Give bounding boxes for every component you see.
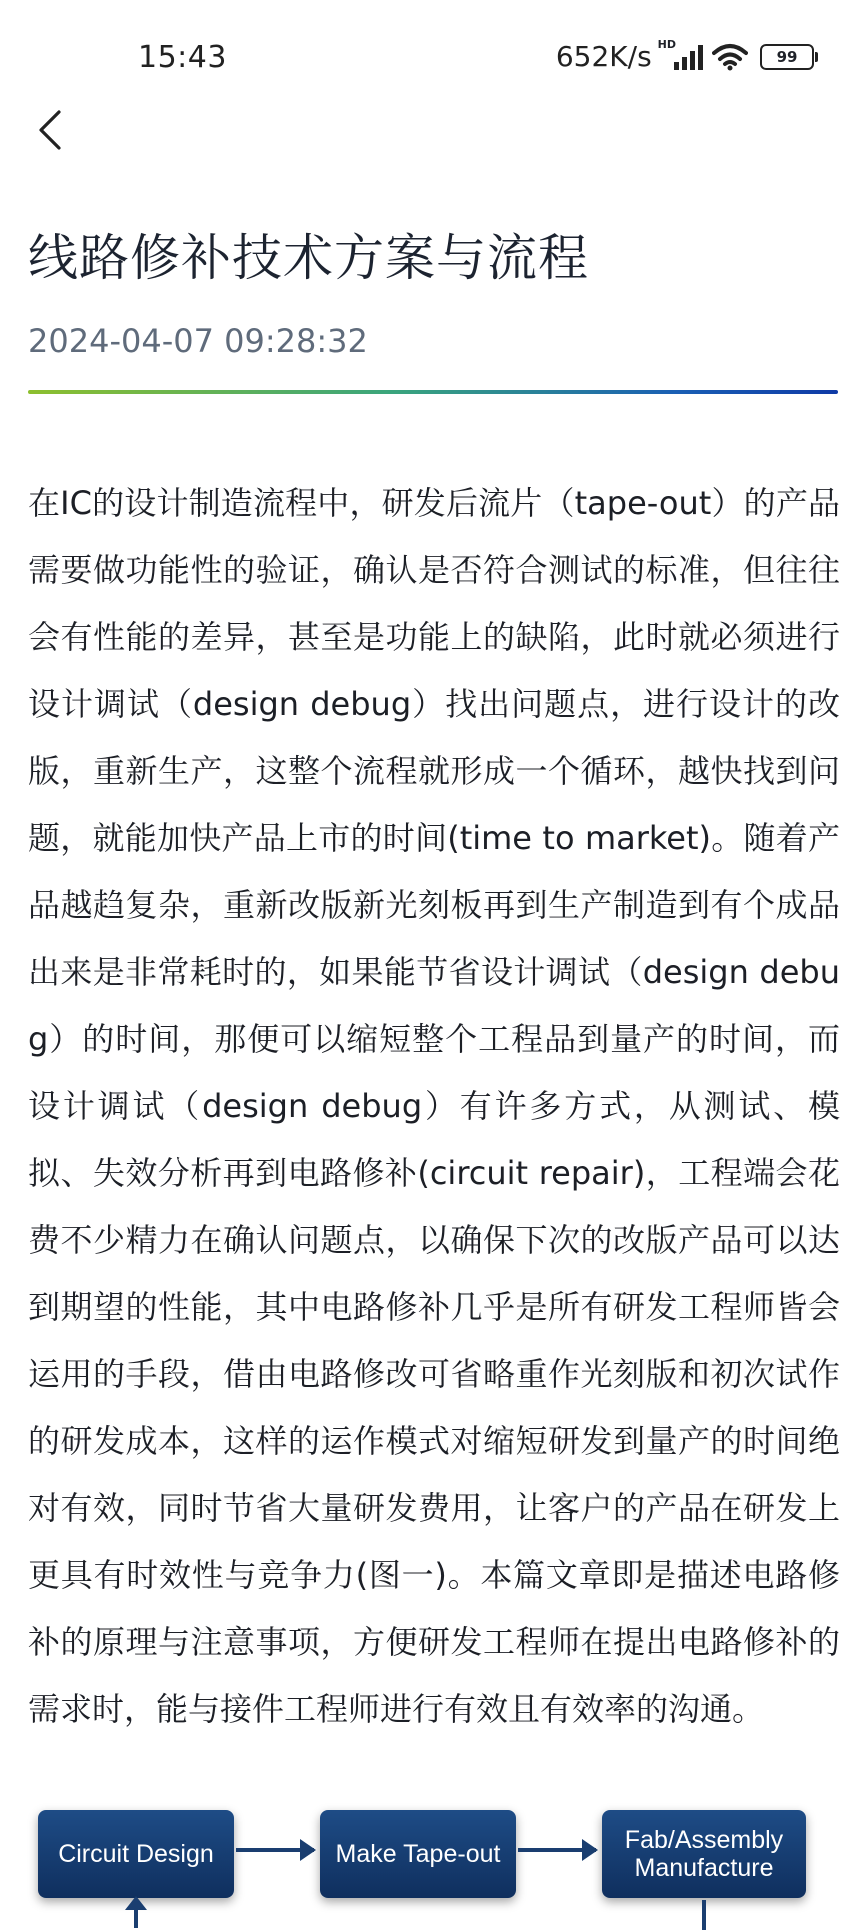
- battery-icon: 99: [760, 44, 814, 70]
- status-indicators: [556, 40, 814, 73]
- flow-diagram: [0, 1800, 864, 1920]
- article-title: 线路修补技术方案与流程: [28, 229, 589, 287]
- network-speed: 652K/s: [555, 40, 652, 73]
- hd-label: HD: [657, 38, 676, 51]
- article-body: 在IC的设计制造流程中，研发后流片（tape-out）的产品需要做功能性的验证，确认是否符合测试的标准，但往往会有性能的差异，甚至是功能上的缺陷，此时就必须进行设计调试（design debug）找出问题点，进行设计的改版，重新生产，这整个流程就形成一个循环，越快找到问题，就能加快产品上市的时间(time to market)。随着产品越趋复杂，重新改版新光刻板再到生产制造到有个成品出来是非常耗时的，如果能节省设计调试（design debug）的时间，那便可以缩短整个工程品到量产的时间，而设计调试（design debug）有许多方式，从测试、模拟、失效分析再到电路修补(circuit repair)，工程端会花费不少精力在确认问题点，以确保下次的改版产品可以达到期望的性能，其中电路修补几乎是所有研发工程师皆会运用的手段，借由电路修改可省略重作光刻版和初次试作的研发成本，这样的运作模式对缩短研发到量产的时间绝对有效，同时节省大量研发费用，让客户的产品在研发上更具有时效性与竞争力(图一)。本篇文章即是描述电路修补的原理与注意事项，方便研发工程师在提出电路修补的需求时，能与接件工程师进行有效且有效率的沟通。: [28, 484, 840, 1728]
- wifi-icon: [712, 43, 748, 71]
- signal-icon: [672, 44, 706, 70]
- flow-connector-line: [702, 1900, 706, 1930]
- chevron-left-icon: [35, 108, 65, 152]
- flow-arrow-right: [236, 1848, 314, 1852]
- title-divider: [28, 390, 838, 394]
- article-date: 2024-04-07 09:28:32: [28, 322, 368, 360]
- flow-step-fab-assembly: Fab/Assembly Manufacture: [602, 1810, 806, 1898]
- flow-arrow-up: [134, 1908, 138, 1928]
- back-button[interactable]: [26, 100, 74, 160]
- flow-arrow-right: [518, 1848, 596, 1852]
- flow-step-circuit-design: Circuit Design: [38, 1810, 234, 1898]
- flow-step-make-tape-out: Make Tape-out: [320, 1810, 516, 1898]
- status-bar: [0, 0, 864, 120]
- status-time: 15:43: [138, 40, 227, 75]
